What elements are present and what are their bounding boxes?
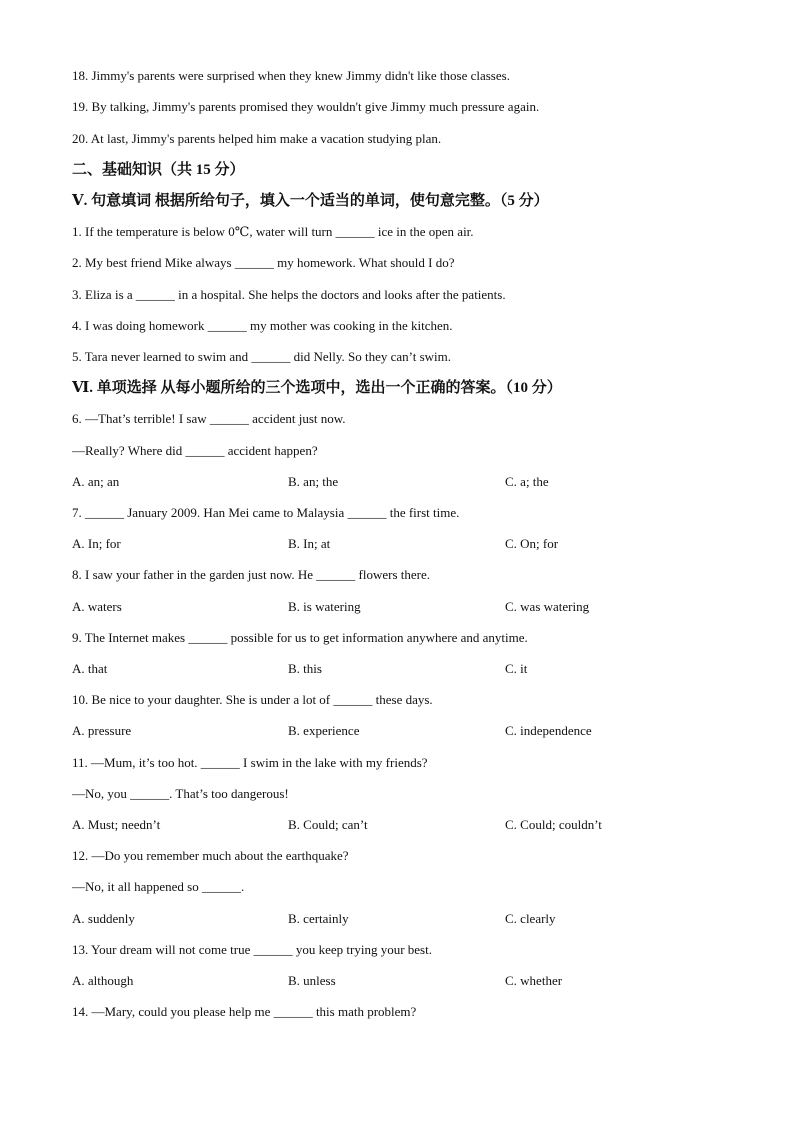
question-11-option-b: B. Could; can’t <box>288 817 368 832</box>
section-six-title: Ⅵ. 单项选择 从每小题所给的三个选项中，选出一个正确的答案。（10 分） <box>72 380 562 396</box>
question-10-line-1: 10. Be nice to your daughter. She is under a lot of ______ these days. <box>72 692 433 707</box>
question-12-option-b: B. certainly <box>288 911 349 926</box>
question-9-line-1: 9. The Internet makes ______ possible for us to get information anywhere and anytime. <box>72 630 528 645</box>
question-8-line-1: 8. I saw your father in the garden just now. He ______ flowers there. <box>72 567 431 582</box>
question-7-option-b: B. In; at <box>288 536 331 551</box>
statement-19: 19. By talking, Jimmy's parents promised they wouldn't give Jimmy much pressure again. <box>72 99 540 114</box>
question-7-option-c: C. On; for <box>505 536 559 551</box>
question-10-option-a: A. pressure <box>72 723 132 738</box>
question-8-option-c: C. was watering <box>505 599 590 614</box>
question-11-option-c: C. Could; couldn’t <box>505 817 602 832</box>
question-14-line-1: 14. —Mary, could you please help me ______ this math problem? <box>72 1004 417 1019</box>
fill-item-4: 4. I was doing homework ______ my mother was cooking in the kitchen. <box>72 318 453 333</box>
question-6-option-c: C. a; the <box>505 474 549 489</box>
question-12-line-2: —No, it all happened so ______. <box>72 879 245 894</box>
question-9-option-b: B. this <box>288 661 322 676</box>
section-five-title: Ⅴ. 句意填词 根据所给句子，填入一个适当的单词，使句意完整。（5 分） <box>72 193 549 209</box>
question-6-option-a: A. an; an <box>72 474 120 489</box>
question-11-line-1: 11. —Mum, it’s too hot. ______ I swim in the lake with my friends? <box>72 755 428 770</box>
question-13-line-1: 13. Your dream will not come true ______ you keep trying your best. <box>72 942 432 957</box>
statement-20: 20. At last, Jimmy's parents helped him make a vacation studying plan. <box>72 131 442 146</box>
question-13-option-c: C. whether <box>505 973 563 988</box>
question-7-option-a: A. In; for <box>72 536 121 551</box>
question-9-option-c: C. it <box>505 661 528 676</box>
question-7-line-1: 7. ______ January 2009. Han Mei came to Malaysia ______ the first time. <box>72 505 460 520</box>
question-8-option-a: A. waters <box>72 599 122 614</box>
question-10-option-b: B. experience <box>288 723 360 738</box>
question-6-line-1: 6. —That’s terrible! I saw ______ accident just now. <box>72 411 346 426</box>
question-12-option-a: A. suddenly <box>72 911 135 926</box>
fill-item-1: 1. If the temperature is below 0℃, water will turn ______ ice in the open air. <box>72 224 474 239</box>
question-8-option-b: B. is watering <box>288 599 361 614</box>
fill-item-5: 5. Tara never learned to swim and ______ did Nelly. So they can’t swim. <box>72 349 452 364</box>
statement-18: 18. Jimmy's parents were surprised when they knew Jimmy didn't like those classes. <box>72 68 510 83</box>
question-6-line-2: —Really? Where did ______ accident happen? <box>72 443 318 458</box>
fill-item-3: 3. Eliza is a ______ in a hospital. She helps the doctors and looks after the patients. <box>72 287 506 302</box>
question-9-option-a: A. that <box>72 661 108 676</box>
section-two-title: 二、基础知识（共 15 分） <box>72 162 245 178</box>
question-13-option-a: A. although <box>72 973 134 988</box>
question-12-line-1: 12. —Do you remember much about the earthquake? <box>72 848 349 863</box>
question-11-line-2: —No, you ______. That’s too dangerous! <box>72 786 289 801</box>
question-6-option-b: B. an; the <box>288 474 339 489</box>
question-12-option-c: C. clearly <box>505 911 556 926</box>
question-13-option-b: B. unless <box>288 973 336 988</box>
question-11-option-a: A. Must; needn’t <box>72 817 161 832</box>
question-10-option-c: C. independence <box>505 723 592 738</box>
fill-item-2: 2. My best friend Mike always ______ my homework. What should I do? <box>72 255 455 270</box>
